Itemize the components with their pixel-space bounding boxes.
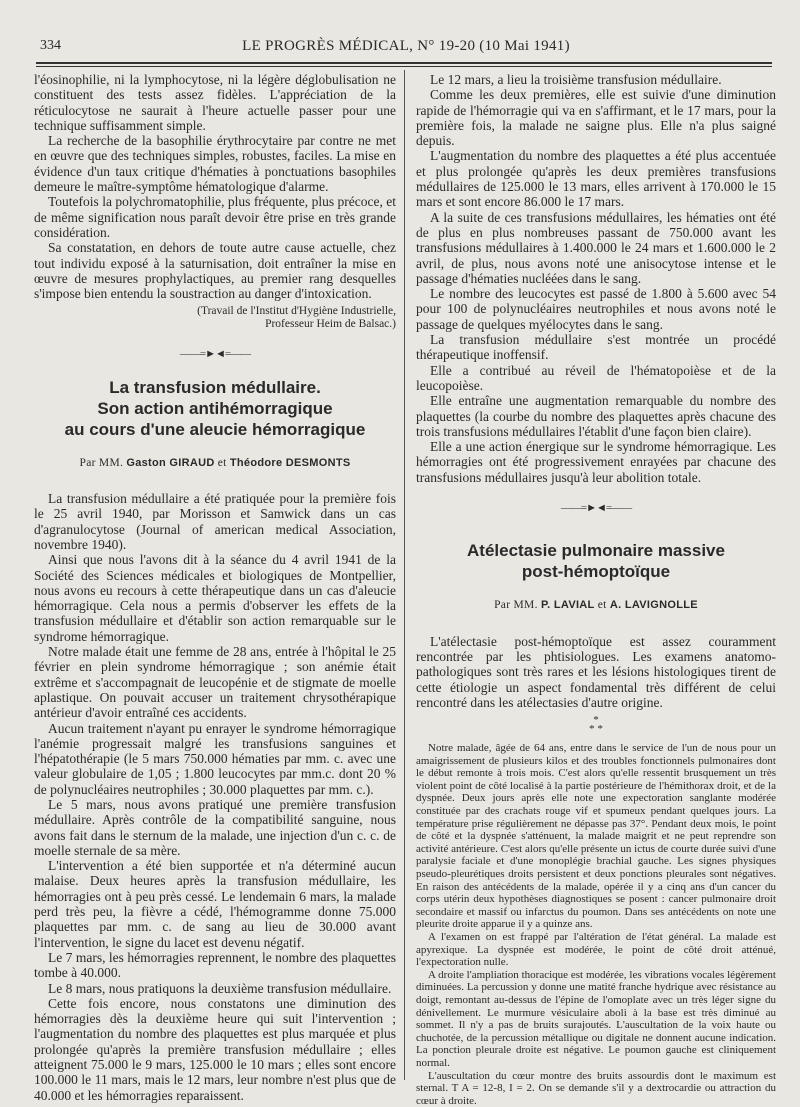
- article-title: Atélectasie pulmonaire massive: [467, 541, 725, 561]
- authors-prefix: Par MM.: [79, 456, 124, 469]
- paragraph: A la suite de ces transfusions médullaires, les hématies ont été de plus en plus nombreuses passant de 750.000 avant les transfusions médullaires à 1.400.000 le 24 mars et 1.600.000 le 2 avril, de plus, nous avons noté une anisocytose intense et le passage d'hématies nucléées dans le sang.: [416, 209, 776, 286]
- affiliation-line: Professeur Heim de Balsac.): [265, 318, 396, 331]
- paragraph: La recherche de la basophilie érythrocytaire par contre ne met en œuvre que des techniques simples, robustes, faciles. La mise en évidence d'un taux critique d'hématies à ponctuations basophiles demeure le maître-symptôme hématologique d'alarme.: [34, 133, 396, 195]
- author-name: P. LAVIAL: [540, 599, 595, 612]
- paragraph: Le 7 mars, les hémorragies reprennent, le nombre des plaquettes tombe à 40.000.: [34, 949, 396, 981]
- paragraph: L'augmentation du nombre des plaquettes a été plus accentuée et plus prolongée qu'après les deux premières transfusions médullaires de 125.000 le 13 mars, elles arrivent à 170.000 le 15 mars et sont encore 86.000 le 17 mars.: [416, 148, 776, 210]
- paragraph: L'auscultation du cœur montre des bruits assourdis dont le maximum est sternal. T A = 12-8, I = 2. On se demande s'il y a dextrocardie ou attraction du cœur à droite.: [416, 1069, 776, 1107]
- case-report: [416, 742, 776, 1107]
- paragraph: Notre malade, âgée de 64 ans, entre dans le service de l'un de nous pour un amaigrissement de plusieurs kilos et des troubles fonctionnels pulmonaires dont le début remonte à trois mois. C'est alors qu'elle ressentit brusquement un très violent point de côté localisé à la partie postérieure de l'hémithorax droit, et de la dyspnée. Deux jours après elle note une expectoration sanglante modérée constituée par des crachats rouge vif et spumeux pendant quelques jours. La température prise régulièrement ne dépasse pas 37°. Pendant deux mois, le point de côté et la dyspnée s'atténuent, la malade maigrit et ne peut reprendre son activité antérieure. C'est alors qu'elle présente un ictus de courte durée suivi d'une paralysie faciale et d'une monoplégie brachial gauche. Les signes physiques pseudo-pleurétiques droits persistent et deux ponctions pleurales sont négatives. En raison des antécédents de la malade, opérée il y a cinq ans d'un cancer du corps utérin deux hypothèses diagnostiques se posent : cancer pulmonaire droit secondaire et massif ou infarctus du poumon. Dans ses antécédents on note une pleurite droite apparue il y a quinze ans.: [416, 742, 776, 931]
- ornament-divider: ——=►◄=——: [179, 348, 251, 361]
- paragraph: A droite l'ampliation thoracique est modérée, les vibrations vocales légèrement diminuées. La percussion y donne une matité franche hydrique avec résistance au doigt, remontant au-dessus de l'épine de l'omoplate avec un très léger signe du dénivellement. Le murmure vésiculaire aboli à la base est très diminué au sommet. Il n'y a pas de bruits surajoutés. L'auscultation de la voix haute ou chuchotée, de la percussion métallique ou digitale ne donnent aucune indication. La ponction pleurale droite est négative. Le poumon gauche est cliniquement normal.: [416, 968, 776, 1069]
- journal-title: LE PROGRÈS MÉDICAL, N° 19-20 (10 Mai 1941): [242, 38, 570, 54]
- running-header: [40, 38, 772, 60]
- paragraph: L'intervention a été bien supportée et n'a déterminé aucun malaise. Deux heures après la transfusion médullaire, les hémorragies ont à peu près cessé. Le lendemain 6 mars, la malade perd très peu, la fièvre a cédé, l'hémogramme donne 75.000 plaquettes par mm. c. de sang au lieu de 30.000 avant l'intervention, le signe du lacet est devenu négatif.: [34, 858, 396, 950]
- author-name: A. LAVIGNOLLE: [609, 599, 698, 612]
- asterism-top: *: [593, 714, 599, 727]
- paragraph: Notre malade était une femme de 28 ans, entrée à l'hôpital le 25 février en plein syndrome hémorragique ; son anémie était extrême et s'accompagnait de leucopénie et de stigmate de moelle aplastique. On pouvait accuser un traitement chrysothérapique antérieur d'avoir entraîné ces accidents.: [34, 644, 396, 721]
- paragraph: Comme les deux premières, elle est suivie d'une diminution rapide de l'hémorragie qui va en s'affirmant, et le 17 mars, pour la première fois, la malade ne saigne plus. Elle n'a plus saigné depuis.: [416, 87, 776, 149]
- paragraph: Ainsi que nous l'avons dit à la séance du 4 avril 1941 de la Société des Sciences médicales et biologiques de Montpellier, nous avons eu recours à cette thérapeutique dans un cas d'aleucie hémorragique. Cela nous a permis d'observer les effets de la transfusion médullaire et d'établir son action remarquable sur le syndrome hémorragique.: [34, 552, 396, 644]
- paragraph: A l'examen on est frappé par l'altération de l'état général. La malade est apyrexique. La dyspnée est modérée, le point de côté droit atténué, l'expectoration nulle.: [416, 931, 776, 969]
- paragraph: L'atélectasie post-hémoptoïque est assez couramment rencontrée par les phtisiologues. Les examens anatomo-pathologiques sont très rares et les lésions histologiques tirent de cette étiologie un aspect fondamental très différent de celui rencontré dans les atélectasies d'autre origine.: [416, 633, 776, 710]
- header-rule-thin: [36, 66, 772, 67]
- paragraph: l'éosinophilie, ni la lymphocytose, ni la légère déglobulisation ne constituent des tests assez fidèles. L'appréciation de la réticulocytose ne saurait à l'heure actuelle passer pour une technique suffisamment simple.: [34, 72, 396, 133]
- article-authors: [416, 598, 776, 613]
- author-name: Gaston GIRAUD: [126, 456, 215, 469]
- paragraph: Sa constatation, en dehors de toute autre cause actuelle, chez tout individu exposé à la saturnisation, doit entraîner la mise en œuvre de mesures prophylactiques, au premier rang desquelles s'impose bien entendu la soustraction au danger d'intoxication.: [34, 240, 396, 302]
- paragraph: La transfusion médullaire a été pratiquée pour la première fois le 25 avril 1940, par Morisson et Samwick dans un cas d'agranulocytose (Journal of american medical Association, novembre 1940).: [34, 491, 396, 552]
- affiliation-line: (Travail de l'Institut d'Hygiène Industrielle,: [197, 305, 396, 318]
- paragraph: La transfusion médullaire s'est montrée un procédé thérapeutique inoffensif.: [416, 332, 776, 363]
- article-title: au cours d'une aleucie hémorragique: [64, 419, 366, 439]
- paragraph: Cette fois encore, nous constatons une diminution des hémorragies dès la deuxième heure qui suit l'intervention ; l'augmentation du nombre des plaquettes est plus marquée et plus prolongée qu'après la première transfusion médullaire ; elles atteignent 75.000 le 9 mars, 125.000 le 10 mars ; elles sont encore 100.000 le 11 mars, mais le 12 mars, leur nombre n'est plus que de 40.000 et les hémorragies reparaissent.: [34, 995, 396, 1103]
- paragraph: Elle a une action énergique sur le syndrome hémorragique. Les hémorragies ont été progressivement enrayées par chacune des transfusions médullaires jusqu'à leur abolition totale.: [416, 439, 776, 485]
- paragraph: Aucun traitement n'ayant pu enrayer le syndrome hémorragique l'anémie progressait malgré les transfusions sanguines et l'hépatothérapie (le 5 mars 750.000 hématies par mm. c. avec une valeur globulaire de 1,05 ; 1.800 leucocytes par mm.c. dont 20 % de polynucléaires neutrophiles ; 30.000 plaquettes par mm. c.).: [34, 720, 396, 797]
- column-divider: [404, 70, 405, 1080]
- article-title: La transfusion médullaire.: [109, 377, 321, 397]
- article-title: post-hémoptoïque: [521, 562, 671, 582]
- paragraph: Le 8 mars, nous pratiquons la deuxième transfusion médullaire.: [48, 980, 392, 996]
- left-column: [34, 72, 396, 1103]
- asterism-bottom: * *: [589, 723, 603, 736]
- paragraph: Le 12 mars, a lieu la troisième transfusion médullaire.: [430, 72, 722, 87]
- authors-and: et: [217, 456, 227, 469]
- page-number: 334: [40, 38, 61, 53]
- authors-and: et: [597, 599, 607, 612]
- right-column: [416, 72, 776, 1107]
- article-authors: [34, 456, 396, 471]
- affiliation-note: [34, 305, 396, 331]
- header-rule: [36, 62, 772, 64]
- authors-prefix: Par MM.: [494, 599, 538, 612]
- paragraph: Toutefois la polychromatophilie, plus fréquente, plus précoce, et de même signification nous paraît devoir être prise en très grande considération.: [34, 194, 396, 240]
- paragraph: Elle entraîne une augmentation remarquable du nombre des plaquettes (la courbe du nombre des plaquettes après chacune des trois transfusions médullaires l'établit d'une façon bien claire).: [416, 393, 776, 439]
- article-title: Son action antihémorragique: [97, 398, 333, 418]
- paragraph: Le nombre des leucocytes est passé de 1.800 à 5.600 avec 54 pour 100 de polynucléaires neutrophiles et nous avons noté le passage de quelques myélocytes dans le sang.: [416, 286, 776, 332]
- paragraph: Le 5 mars, nous avons pratiqué une première transfusion médullaire. Après contrôle de la compatibilité sanguine, nous avons fait dans le sternum de la malade, une injection d'un c. c. de moelle sternale de sa mère.: [34, 796, 396, 858]
- paragraph: Elle a contribué au réveil de l'hématopoièse et de la leucopoièse.: [416, 362, 776, 393]
- author-name: Théodore DESMONTS: [229, 456, 351, 469]
- section-asterism: [416, 716, 776, 734]
- ornament-divider: ——=►◄=——: [560, 502, 632, 515]
